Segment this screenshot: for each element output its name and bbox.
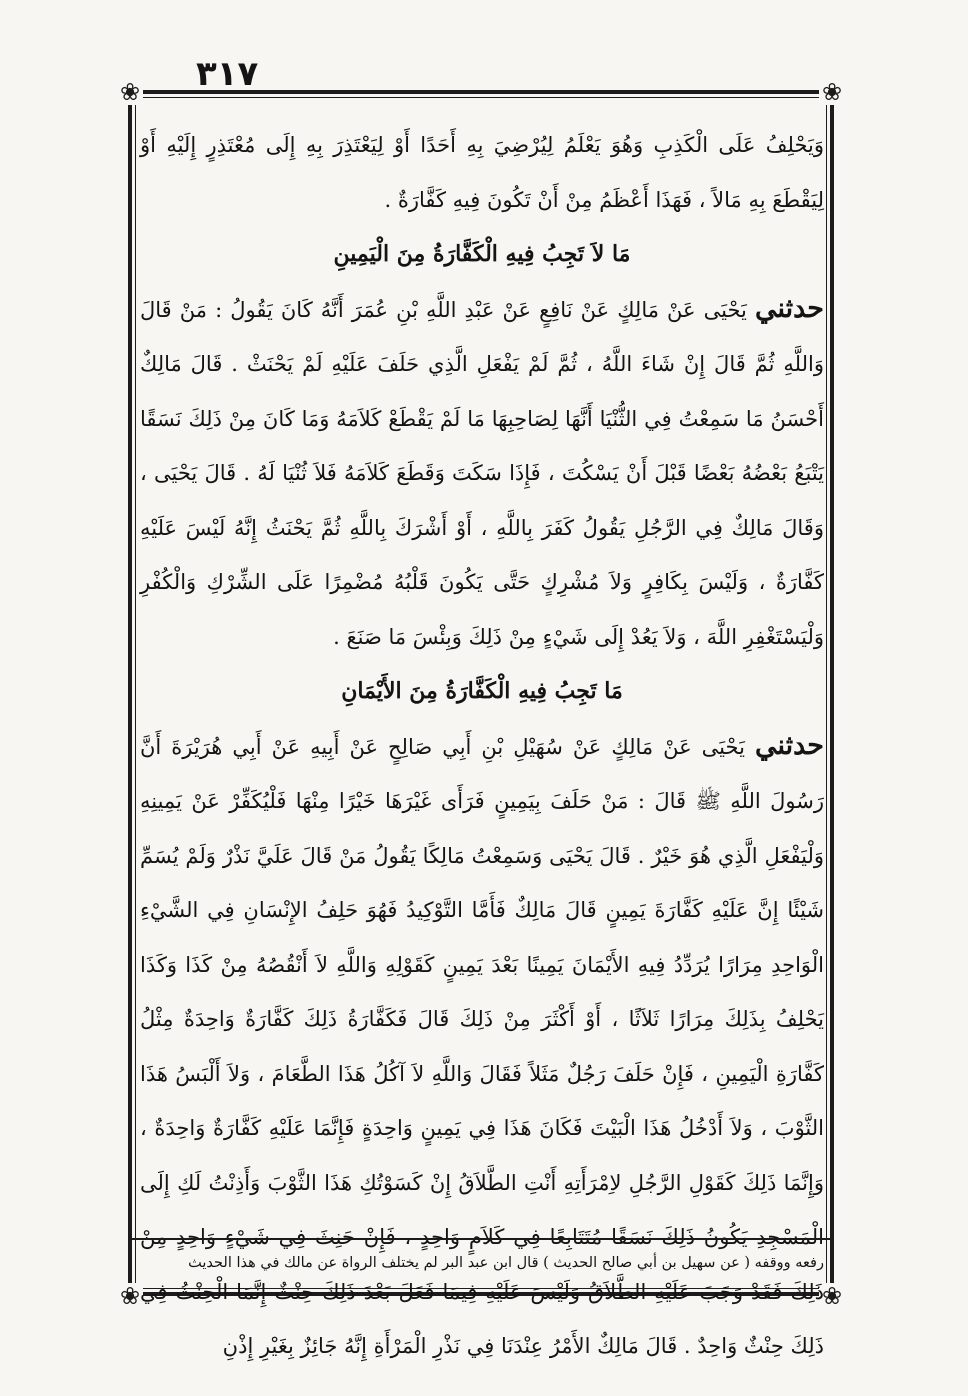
hadith-paragraph-2	[140, 719, 824, 1374]
footnote: رفعه ووقفه ( عن سهيل بن أبي صالح الحديث ) قال ابن عبد البر لم يختلف الرواة عن مالك في هذا الحديث	[188, 1255, 824, 1271]
corner-ornament-bottom-right-icon: ❀	[819, 1283, 845, 1309]
hadith-paragraph-1	[140, 282, 824, 665]
chapter-heading-1: مَا لاَ تَجِبُ فِيهِ الْكَفَّارَةُ مِنَ الْيَمِينِ	[333, 241, 631, 267]
footnote-divider	[132, 1238, 830, 1240]
continuation-paragraph: وَيَحْلِفُ عَلَى الْكَذِبِ وَهُوَ يَعْلَمُ لِيُرْضِيَ بِهِ أَحَدًا أَوْ لِيَعْتَذِرَ بِهِ إِلَى مُعْتَذِرٍ إِلَيْهِ أَوْ لِيَقْطَعَ بِهِ مَالاً ، فَهَذَا أَعْظَمُ مِنْ أَنْ تَكُونَ فِيهِ كَفَّارَةٌ .	[140, 133, 824, 212]
corner-ornament-bottom-left-icon: ❀	[117, 1283, 143, 1309]
page-number: ٣١٧	[196, 54, 259, 94]
hadith-lead-1: حدثني	[754, 292, 824, 324]
chapter-heading-2: مَا تَجِبُ فِيهِ الْكَفَّارَةُ مِنَ الأَيْمَانِ	[341, 678, 623, 704]
hadith-body-1: يَحْيَى عَنْ مَالِكٍ عَنْ نَافِعٍ عَنْ عَبْدِ اللَّهِ بْنِ عُمَرَ أَنَّهُ كَانَ يَقُولُ : مَنْ قَالَ وَاللَّهِ ثُمَّ قَالَ إِنْ شَاءَ اللَّهُ ، ثُمَّ لَمْ يَفْعَلِ الَّذِي حَلَفَ عَلَيْهِ لَمْ يَحْنَثْ . قَالَ مَالِكٌ أَحْسَنُ مَا سَمِعْتُ فِي الثُّنْيَا أَنَّهَا لِصَاحِبِهَا مَا لَمْ يَقْطَعْ كَلاَمَهُ وَمَا كَانَ مِنْ ذَلِكَ نَسَقًا يَتْبَعُ بَعْضُهُ بَعْضًا قَبْلَ أَنْ يَسْكُتَ ، فَإِذَا سَكَتَ وَقَطَعَ كَلاَمَهُ فَلاَ ثُنْيَا لَهُ . قَالَ يَحْيَى ، وَقَالَ مَالِكٌ فِي الرَّجُلِ يَقُولُ كَفَرَ بِاللَّهِ ، أَوْ أَشْرَكَ بِاللَّهِ ثُمَّ يَحْنَثُ إِنَّهُ لَيْسَ عَلَيْهِ كَفَّارَةٌ ، وَلَيْسَ بِكَافِرٍ وَلاَ مُشْرِكٍ حَتَّى يَكُونَ قَلْبُهُ مُضْمِرًا عَلَى الشِّرْكِ وَالْكُفْرِ وَلْيَسْتَغْفِرِ اللَّهَ ، وَلاَ يَعُدْ إِلَى شَيْءٍ مِنْ ذَلِكَ وَبِئْسَ مَا صَنَعَ .	[140, 297, 824, 649]
hadith-body-2: يَحْيَى عَنْ مَالِكٍ عَنْ سُهَيْلِ بْنِ أَبِي صَالِحٍ عَنْ أَبِيهِ عَنْ أَبِي هُرَيْرَةَ أَنَّ رَسُولَ اللَّهِ ﷺ قَالَ : مَنْ حَلَفَ بِيَمِينٍ فَرَأَى غَيْرَهَا خَيْرًا مِنْهَا فَلْيُكَفِّرْ عَنْ يَمِينِهِ وَلْيَفْعَلِ الَّذِي هُوَ خَيْرٌ . قَالَ يَحْيَى وَسَمِعْتُ مَالِكًا يَقُولُ مَنْ قَالَ عَلَيَّ نَذْرٌ وَلَمْ يُسَمِّ شَيْئًا إِنَّ عَلَيْهِ كَفَّارَةَ يَمِينٍ قَالَ مَالِكٌ فَأَمَّا التَّوْكِيدُ فَهُوَ حَلِفُ الإِنْسَانِ فِي الشَّيْءِ الْوَاحِدِ مِرَارًا يُرَدِّدُ فِيهِ الأَيْمَانَ يَمِينًا بَعْدَ يَمِينٍ كَقَوْلِهِ وَاللَّهِ لاَ أَنْقُصُهُ مِنْ كَذَا وَكَذَا يَحْلِفُ بِذَلِكَ مِرَارًا ثَلاَثًا ، أَوْ أَكْثَرَ مِنْ ذَلِكَ قَالَ فَكَفَّارَةُ ذَلِكَ كَفَّارَةٌ وَاحِدَةٌ مِثْلُ كَفَّارَةِ الْيَمِينِ ، فَإِنْ حَلَفَ رَجُلٌ مَثَلاً فَقَالَ وَاللَّهِ لاَ آكُلُ هَذَا الطَّعَامَ ، وَلاَ أَلْبَسُ هَذَا الثَّوْبَ ، وَلاَ أَدْخُلُ هَذَا الْبَيْتَ فَكَانَ هَذَا فِي يَمِينٍ وَاحِدَةٍ فَإِنَّمَا عَلَيْهِ كَفَّارَةٌ وَاحِدَةٌ ، وَإِنَّمَا ذَلِكَ كَقَوْلِ الرَّجُلِ لاِمْرَأَتِهِ أَنْتِ الطَّلاَقُ إِنْ كَسَوْتُكِ هَذَا الثَّوْبَ وَأَذِنْتُ لَكِ إِلَى الْمَسْجِدِ يَكُونُ ذَلِكَ نَسَقًا مُتَتَابِعًا فِي كَلاَمٍ وَاحِدٍ ، فَإِنْ حَنِثَ فِي شَيْءٍ وَاحِدٍ مِنْ ذَلِكَ فَقَدْ وَجَبَ عَلَيْهِ الطَّلاَقُ وَلَيْسَ عَلَيْهِ فِيمَا فَعَلَ بَعْدَ ذَلِكَ حِنْثٌ إِنَّمَا الْحِنْثُ فِي ذَلِكَ حِنْثٌ وَاحِدٌ . قَالَ مَالِكٌ الأَمْرُ عِنْدَنَا فِي نَذْرِ الْمَرْأَةِ إِنَّهُ جَائِزٌ بِغَيْرِ إِذْنِ	[140, 734, 824, 1358]
corner-ornament-top-left-icon: ❀	[117, 79, 143, 105]
hadith-lead-2: حدثني	[754, 729, 824, 761]
corner-ornament-top-right-icon: ❀	[819, 79, 845, 105]
